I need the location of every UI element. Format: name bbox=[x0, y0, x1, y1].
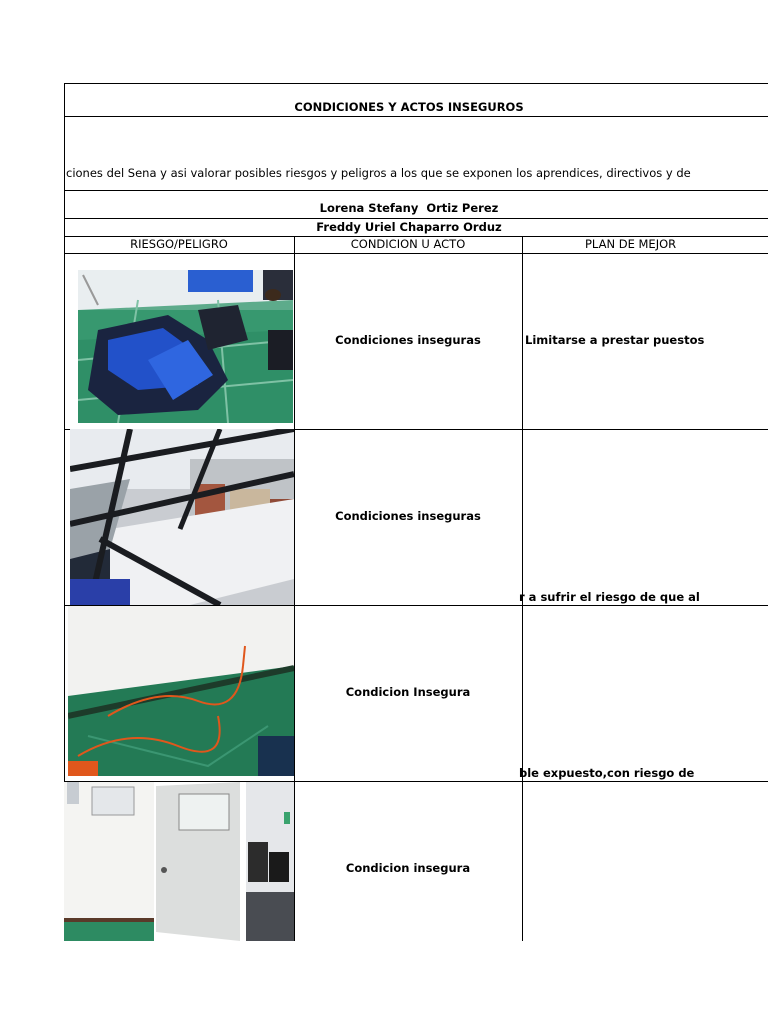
row2-condition: Condiciones inseguras bbox=[335, 509, 481, 523]
document-title: CONDICIONES Y ACTOS INSEGUROS bbox=[294, 100, 524, 114]
title-divider bbox=[64, 116, 768, 117]
row2-plan: r a sufrir el riesgo de que al bbox=[519, 590, 700, 604]
header-plan: PLAN DE MEJOR bbox=[585, 237, 677, 251]
exposed-cable-image bbox=[68, 606, 294, 776]
row1-plan: Limitarse a prestar puestos bbox=[525, 333, 705, 347]
row3-condition: Condicion Insegura bbox=[345, 685, 471, 699]
window-roof-image bbox=[70, 429, 294, 605]
broken-chair-image bbox=[78, 270, 293, 423]
header-riesgo: RIESGO/PELIGRO bbox=[130, 237, 228, 251]
top-border bbox=[64, 83, 768, 84]
col2-divider bbox=[522, 236, 523, 941]
row4-condition: Condicion insegura bbox=[345, 861, 471, 875]
objective-text: ciones del Sena y asi valorar posibles riesgos y peligros a los que se exponen los aprendices, directivos y de bbox=[66, 166, 691, 180]
author-name-2: Freddy Uriel Chaparro Orduz bbox=[316, 220, 502, 234]
row3-plan: ble expuesto,con riesgo de bbox=[519, 766, 695, 780]
header-divider bbox=[64, 253, 768, 254]
header-condicion: CONDICION U ACTO bbox=[350, 237, 466, 251]
open-door-image bbox=[64, 782, 294, 941]
author-name-1: Lorena Stefany Ortiz Perez bbox=[319, 201, 499, 215]
row1-condition: Condiciones inseguras bbox=[335, 333, 481, 347]
objective-divider bbox=[64, 190, 768, 191]
author-divider bbox=[64, 218, 768, 219]
